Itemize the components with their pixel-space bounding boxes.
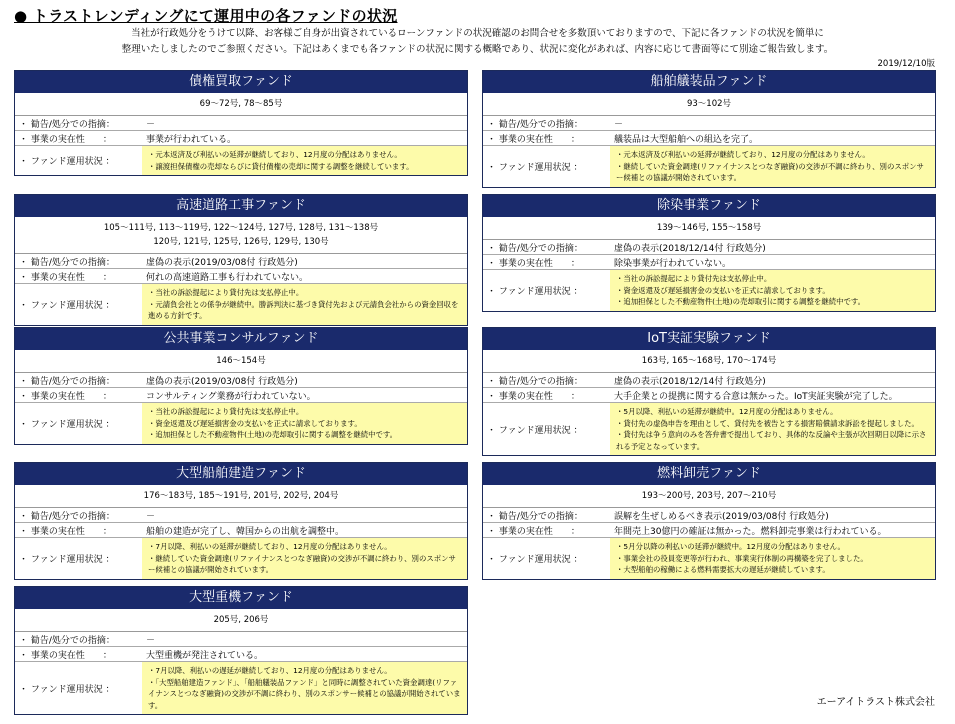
fund-card: [482, 462, 936, 580]
status-label: ・ ファンド運用状況 ：: [19, 419, 115, 430]
substance-row: [483, 388, 935, 403]
fund-number-line: 105～111号, 113～119号, 122～124号, 127号, 128号, 131～138号: [103, 223, 379, 233]
status-notes: [610, 403, 935, 455]
substance-row: [15, 647, 467, 662]
status-row: [483, 146, 935, 187]
intro-line: 当社が行政処分をうけて以降、お客様ご自身が出資されているローンファンドの状況確認のお問合せを多数頂いておりますので、下記に各ファンドの状況を簡単に: [131, 28, 824, 39]
sanction-row: [15, 254, 467, 269]
fund-card: [14, 70, 468, 176]
fund-number-line: 146～154号: [216, 356, 266, 366]
sanction-row-value: 虚偽の表示(2018/12/14付 行政処分): [614, 243, 766, 254]
substance-row-label: ・ 事業の実在性 ：: [19, 650, 112, 661]
fund-number-line: 69～72号, 78～85号: [199, 99, 283, 109]
status-row: [483, 538, 935, 579]
fund-card: [14, 194, 468, 326]
sanction-row: [15, 632, 467, 647]
status-label: ・ ファンド運用状況 ：: [487, 162, 583, 173]
status-note: ・元請負会社との係争が継続中。勝訴判決に基づき貸付先および元請負会社からの資金回収を進める方針です。: [148, 299, 459, 320]
sanction-row-label: ・ 勧告/処分での指摘：: [487, 119, 583, 130]
status-label: ・ ファンド運用状況 ：: [19, 554, 115, 565]
status-notes: [142, 403, 467, 444]
fund-name: 債権買取ファンド: [15, 71, 467, 93]
fund-numbers: [483, 217, 935, 240]
fund-card: [482, 327, 936, 456]
sanction-row-value: 虚偽の表示(2019/03/08付 行政処分): [146, 257, 298, 268]
status-row: [15, 146, 467, 175]
sanction-row-value: 誤解を生ぜしめるべき表示(2019/03/08付 行政処分): [614, 511, 829, 522]
status-label: ・ ファンド運用状況 ：: [487, 425, 583, 436]
status-note: ・資金返還及び遅延損害金の支払いを正式に請求しております。: [616, 285, 830, 295]
substance-row-value: 事業が行われている。: [146, 134, 237, 145]
substance-row-label: ・ 事業の実在性 ：: [487, 258, 580, 269]
fund-number-line: 120号, 121号, 125号, 126号, 129号, 130号: [153, 237, 329, 247]
fund-numbers: [15, 217, 467, 254]
sanction-row-label: ・ 勧告/処分での指摘：: [19, 511, 115, 522]
fund-name: IoT実証実験ファンド: [483, 328, 935, 350]
status-note: ・継続していた資金調達(リファイナンスとつなぎ融資)の交渉が不調に終わり、別のスポンサー候補との協議が開始されています。: [148, 553, 456, 574]
status-label: ・ ファンド運用状況 ：: [19, 300, 115, 311]
substance-row-value: 大型重機が発注されている。: [146, 650, 264, 661]
status-note: ・事業会社の役員変更等が行われ、事業実行体制の再構築を完了しました。: [616, 553, 868, 563]
sanction-row-value: －: [146, 119, 156, 130]
fund-numbers: [483, 350, 935, 373]
status-note: ・7月以降、利払いの遅延が継続しており、12月度の分配はありません。: [148, 666, 392, 675]
substance-row: [15, 131, 467, 146]
status-note: ・元本返済及び利払いの延滞が継続しており、12月度の分配はありません。: [616, 150, 870, 159]
sanction-row-value: 虚偽の表示(2019/03/08付 行政処分): [146, 376, 298, 387]
fund-number-line: 163号, 165～168号, 170～174号: [641, 356, 777, 366]
sanction-row-label: ・ 勧告/処分での指摘：: [487, 243, 583, 254]
fund-name: 船舶艤装品ファンド: [483, 71, 935, 93]
status-note: ・当社の訴訟提起により貸付先は支払停止中。: [148, 407, 304, 416]
status-row: [483, 270, 935, 311]
sanction-row: [483, 240, 935, 255]
fund-number-line: 205号, 206号: [213, 615, 269, 625]
sanction-row: [483, 116, 935, 131]
fund-numbers: [15, 485, 467, 508]
fund-numbers: [15, 609, 467, 632]
fund-number-line: 139～146号, 155～158号: [656, 223, 762, 233]
fund-card: [14, 327, 468, 445]
company-name: エーアイトラスト株式会社: [816, 697, 935, 708]
fund-number-line: 93～102号: [686, 99, 732, 109]
sanction-row: [15, 373, 467, 388]
sanction-row-label: ・ 勧告/処分での指摘：: [19, 376, 115, 387]
substance-row: [15, 388, 467, 403]
substance-row-value: 大手企業との提携に関する合意は無かった。IoT実証実験が完了した。: [614, 391, 898, 402]
substance-row-label: ・ 事業の実在性 ：: [19, 526, 112, 537]
fund-number-line: 193～200号, 203号, 207～210号: [641, 491, 777, 501]
sanction-row-label: ・ 勧告/処分での指摘：: [19, 257, 115, 268]
fund-name: 燃料卸売ファンド: [483, 463, 935, 485]
status-notes: [610, 538, 935, 579]
status-note: ・貸付先の虚偽申告を理由として、貸付先を被告とする損害賠償請求訴訟を提起しました。: [616, 418, 919, 428]
fund-number-line: 176～183号, 185～191号, 201号, 202号, 204号: [143, 491, 339, 501]
status-note: ・追加担保とした不動産物件(土地)の売却取引に関する調整を継続中です。: [616, 297, 866, 306]
fund-card: [14, 462, 468, 580]
fund-card: [482, 70, 936, 188]
fund-card: [482, 194, 936, 312]
sanction-row-label: ・ 勧告/処分での指摘：: [487, 511, 583, 522]
sanction-row: [15, 508, 467, 523]
status-notes: [142, 284, 467, 325]
sanction-row: [15, 116, 467, 131]
substance-row-label: ・ 事業の実在性 ：: [487, 526, 580, 537]
fund-numbers: [483, 93, 935, 116]
sanction-row: [483, 508, 935, 523]
fund-name: 除染事業ファンド: [483, 195, 935, 217]
status-note: ・追加担保とした不動産物件(土地)の売却取引に関する調整を継続中です。: [148, 430, 398, 439]
substance-row: [483, 255, 935, 270]
status-notes: [142, 538, 467, 579]
sanction-row-value: 虚偽の表示(2018/12/14付 行政処分): [614, 376, 766, 387]
status-label: ・ ファンド運用状況 ：: [19, 157, 115, 167]
sanction-row-value: －: [146, 635, 156, 646]
substance-row-value: 艤装品は大型船舶への組込を完了。: [614, 134, 759, 145]
status-row: [483, 403, 935, 455]
substance-row-value: 船舶の建造が完了し、韓国からの出航を調整中。: [146, 526, 345, 537]
fund-name: 公共事業コンサルファンド: [15, 328, 467, 350]
intro-text: [0, 26, 955, 58]
substance-row-value: 何れの高速道路工事も行われていない。: [146, 272, 309, 283]
substance-row-label: ・ 事業の実在性 ：: [19, 134, 112, 145]
status-label: ・ ファンド運用状況 ：: [487, 554, 583, 565]
sanction-row-label: ・ 勧告/処分での指摘：: [19, 119, 115, 130]
status-row: [15, 662, 467, 714]
fund-name: 高速道路工事ファンド: [15, 195, 467, 217]
status-note: ・当社の訴訟提起により貸付先は支払停止中。: [616, 274, 772, 283]
status-note: ・資金返還及び遅延損害金の支払いを正式に請求しております。: [148, 418, 362, 428]
substance-row: [15, 269, 467, 284]
status-label: ・ ファンド運用状況 ：: [19, 684, 115, 695]
fund-numbers: [15, 93, 467, 116]
fund-numbers: [483, 485, 935, 508]
status-note: ・当社の訴訟提起により貸付先は支払停止中。: [148, 288, 304, 297]
status-note: ・「大型船舶建造ファンド」、「船舶艤装品ファンド」と同時に調整されていた資金調達(リファイナンスとつなぎ融資)の交渉が不調に終わり、別のスポンサー候補との協議が開始されています。: [148, 677, 461, 710]
status-note: ・譲渡担保債権の売却ならびに貸付債権の売却に関する調整を継続しています。: [148, 161, 414, 171]
status-notes: [610, 146, 935, 187]
status-note: ・元本返済及び利払いの延滞が継続しており、12月度の分配はありません。: [148, 150, 402, 159]
status-note: ・5月分以降の利払いの延滞が継続中。12月度の分配はありません。: [616, 542, 845, 551]
status-note: ・7月以降、利払いの延滞が継続しており、12月度の分配はありません。: [148, 542, 392, 551]
document-date: 2019/12/10版: [877, 59, 935, 69]
status-row: [15, 403, 467, 444]
fund-name: 大型船舶建造ファンド: [15, 463, 467, 485]
substance-row-value: コンサルティング業務が行われていない。: [146, 391, 316, 402]
sanction-row-value: －: [146, 511, 156, 522]
sanction-row: [483, 373, 935, 388]
substance-row-label: ・ 事業の実在性 ：: [19, 272, 112, 283]
page-title: ● トラストレンディングにて運用中の各ファンドの状況: [14, 7, 398, 25]
substance-row-value: 除染事業が行われていない。: [614, 258, 732, 269]
status-notes: [142, 662, 467, 714]
substance-row: [483, 523, 935, 538]
substance-row: [483, 131, 935, 146]
status-note: ・大型船舶の稼働による燃料需要拡大の遅延が継続しています。: [616, 565, 830, 574]
substance-row-label: ・ 事業の実在性 ：: [487, 134, 580, 145]
sanction-row-label: ・ 勧告/処分での指摘：: [487, 376, 583, 387]
sanction-row-label: ・ 勧告/処分での指摘：: [19, 635, 115, 646]
substance-row: [15, 523, 467, 538]
status-row: [15, 538, 467, 579]
substance-row-value: 年間売上30億円の確証は無かった。燃料卸売事業は行われている。: [614, 526, 887, 537]
substance-row-label: ・ 事業の実在性 ：: [19, 391, 112, 402]
status-note: ・継続していた資金調達(リファイナンスとつなぎ融資)の交渉が不調に終わり、別のスポンサー候補との協議が開始されています。: [616, 161, 924, 182]
fund-name: 大型重機ファンド: [15, 587, 467, 609]
status-notes: [142, 146, 467, 175]
status-row: [15, 284, 467, 325]
status-note: ・5月以降、利払いの延滞が継続中。12月度の分配はありません。: [616, 407, 838, 416]
intro-line: 整理いたしましたのでご参照ください。下記はあくまでも各ファンドの状況に関する概略であり、状況に変化があれば、内容に応じて書面等にて別途ご報告致します。: [121, 44, 834, 55]
status-note: ・貸付先は争う意向のみを答弁書で提出しており、具体的な反論や主張が次回期日以降に示される予定となっています。: [616, 430, 927, 451]
status-notes: [610, 270, 935, 311]
status-label: ・ ファンド運用状況 ：: [487, 286, 583, 297]
fund-card: [14, 586, 468, 715]
sanction-row-value: －: [614, 119, 624, 130]
fund-numbers: [15, 350, 467, 373]
substance-row-label: ・ 事業の実在性 ：: [487, 391, 580, 402]
